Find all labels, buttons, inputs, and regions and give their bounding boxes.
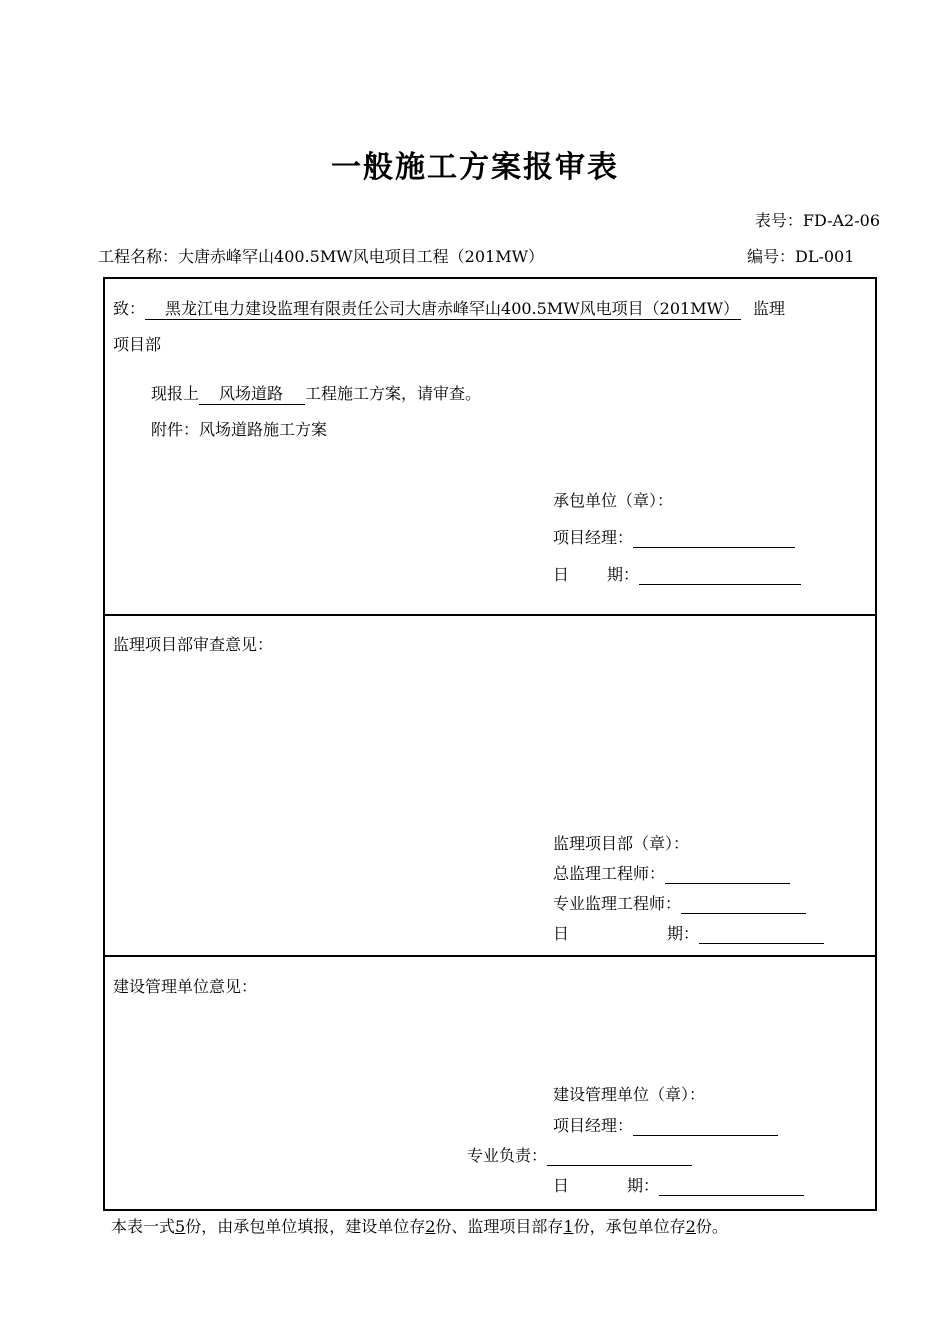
- addressee-suffix: 监理: [753, 299, 786, 318]
- project-label: 工程名称：: [98, 247, 179, 266]
- date-label-a: 日: [553, 565, 570, 584]
- pm-signature-field[interactable]: [633, 531, 795, 548]
- chief-engineer-row: [553, 861, 790, 884]
- copies-text: 份，承包单位存: [573, 1217, 686, 1236]
- copies-supervision: 1: [563, 1217, 574, 1236]
- project-name: 大唐赤峰罕山400.5MW风电项目工程（201MW）: [178, 247, 545, 266]
- owner-heading: 建设管理单位意见：: [113, 977, 258, 996]
- page-title: 一般施工方案报审表: [331, 150, 619, 185]
- owner-seal: 建设管理单位（章）：: [553, 1085, 706, 1104]
- date-field[interactable]: [639, 568, 801, 585]
- attachment-line: 附件：风场道路施工方案: [151, 420, 328, 439]
- copies-total: 5: [175, 1217, 186, 1236]
- responsible-field[interactable]: [547, 1149, 692, 1166]
- addressee-suffix-line2: 项目部: [113, 335, 162, 354]
- owner-pm-row: [553, 1113, 778, 1136]
- copies-owner: 2: [425, 1217, 436, 1236]
- contractor-pm-row: [553, 525, 795, 548]
- pm-label: 项目经理：: [553, 528, 634, 547]
- report-project: 风场道路: [199, 384, 305, 405]
- addressee-line: [113, 296, 785, 320]
- date-label-b: 期：: [667, 924, 700, 943]
- date-label-a: 日: [553, 1176, 570, 1195]
- to-label: 致：: [113, 299, 146, 318]
- date-label-b: 期：: [607, 565, 640, 584]
- supervision-heading: 监理项目部审查意见：: [113, 635, 274, 654]
- row-divider: [103, 955, 877, 957]
- contractor-seal: 承包单位（章）：: [553, 491, 674, 510]
- copies-text: 份、监理项目部存: [435, 1217, 564, 1236]
- project-line: [98, 244, 544, 267]
- contractor-date-row: [553, 562, 801, 585]
- date-field[interactable]: [659, 1179, 804, 1196]
- copies-text: 份。: [695, 1217, 728, 1236]
- chief-engineer-label: 总监理工程师：: [553, 864, 666, 883]
- row-divider: [103, 614, 877, 616]
- date-label-b: 期：: [627, 1176, 660, 1195]
- supervision-date-row: [553, 921, 824, 944]
- copies-note: [111, 1214, 728, 1237]
- specialist-engineer-row: [553, 891, 806, 914]
- form-number: 表号：FD-A2-06: [754, 211, 880, 230]
- date-field[interactable]: [699, 927, 824, 944]
- date-label-a: 日: [553, 924, 570, 943]
- serial-number: 编号：DL-001: [747, 247, 855, 266]
- responsible-row: [467, 1143, 692, 1166]
- owner-date-row: [553, 1173, 804, 1196]
- supervision-seal: 监理项目部（章）：: [553, 834, 690, 853]
- specialist-engineer-label: 专业监理工程师：: [553, 894, 682, 913]
- report-prefix: 现报上: [151, 384, 200, 403]
- pm-signature-field[interactable]: [633, 1119, 778, 1136]
- addressee-value: 黑龙江电力建设监理有限责任公司大唐赤峰罕山400.5MW风电项目（201MW）: [145, 299, 741, 320]
- report-line: [151, 381, 481, 405]
- chief-engineer-field[interactable]: [665, 867, 790, 884]
- pm-label: 项目经理：: [553, 1116, 634, 1135]
- specialist-engineer-field[interactable]: [681, 897, 806, 914]
- copies-text: 份，由承包单位填报，建设单位存: [185, 1217, 426, 1236]
- responsible-label: 专业负责：: [467, 1146, 548, 1165]
- report-suffix: 工程施工方案，请审查。: [305, 384, 482, 403]
- copies-contractor: 2: [685, 1217, 696, 1236]
- copies-text: 本表一式: [111, 1217, 176, 1236]
